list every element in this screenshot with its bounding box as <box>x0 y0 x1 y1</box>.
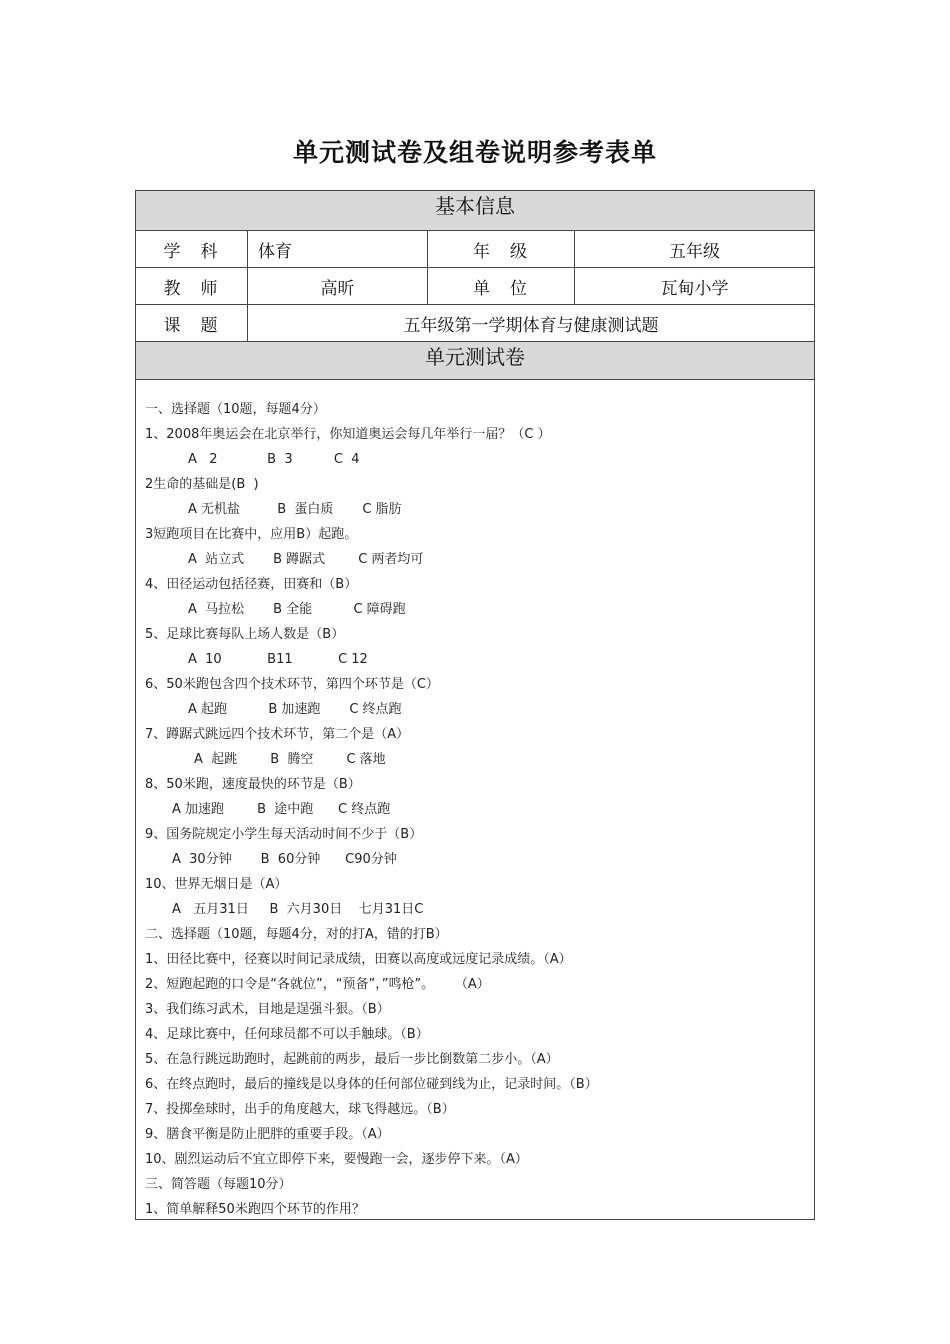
section-3-heading: 三、简答题（每题10分） <box>145 1177 292 1192</box>
info-row-subject <box>136 231 814 268</box>
statement: 2、短跑起跑的口令是“各就位”，“预备”，”鸣枪”。 （A） <box>145 977 490 992</box>
question: 9、国务院规定小学生每天活动时间不少于（B） <box>145 827 423 842</box>
answer-options: A 30分钟 B 60分钟 C90分钟 <box>172 852 397 867</box>
unit-label: 单位 <box>428 268 575 304</box>
question: 4、田径运动包括径赛，田赛和（B） <box>145 577 358 592</box>
statement: 4、足球比赛中，任何球员都不可以手触球。（B） <box>145 1027 429 1042</box>
statement: 1、田径比赛中，径赛以时间记录成绩，田赛以高度或远度记录成绩。（A） <box>145 952 572 967</box>
answer-options: A 站立式 B 蹲踞式 C 两者均可 <box>188 552 424 567</box>
grade-label: 年级 <box>428 231 575 267</box>
test-content <box>136 380 814 1219</box>
question: 6、50米跑包含四个技术环节，第四个环节是（C） <box>145 677 439 692</box>
subject-value: 体育 <box>248 231 428 267</box>
unit-value: 瓦甸小学 <box>660 278 729 299</box>
statement: 3、我们练习武术，目地是逞强斗狠。（B） <box>145 1002 390 1017</box>
section-2-heading: 二、选择题（10题，每题4分，对的打A，错的打B） <box>145 927 448 942</box>
question: 5、足球比赛每队上场人数是（B） <box>145 627 345 642</box>
answer-options: A 2 B 3 C 4 <box>188 452 360 467</box>
answer-options: A 马拉松 B 全能 C 障碍跑 <box>188 602 406 617</box>
answer-options: A 10 B11 C 12 <box>188 652 368 667</box>
grade-value: 五年级 <box>669 241 720 262</box>
info-row-teacher <box>136 268 814 305</box>
document-title: 单元测试卷及组卷说明参考表单 <box>292 138 657 167</box>
test-header: 单元测试卷 <box>136 342 814 380</box>
statement: 5、在急行跳远助跑时，起跳前的两步，最后一步比倒数第二步小。（A） <box>145 1052 559 1067</box>
question: 1、2008年奥运会在北京举行，你知道奥运会每几年举行一届？（C ） <box>145 427 551 442</box>
topic-value: 五年级第一学期体育与健康测试题 <box>403 315 659 336</box>
answer-options: A 五月31日 B 六月30日 七月31日C <box>172 902 424 917</box>
statement: 10、剧烈运动后不宜立即停下来，要慢跑一会，逐步停下来。（A） <box>145 1152 528 1167</box>
answer-options: A 无机盐 B 蛋白质 C 脂肪 <box>188 502 402 517</box>
question: 8、50米跑，速度最快的环节是（B） <box>145 777 361 792</box>
section-1-heading: 一、选择题（10题，每题4分） <box>145 402 326 417</box>
question: 7、蹲踞式跳远四个技术环节，第二个是（A） <box>145 727 410 742</box>
statement: 9、膳食平衡是防止肥胖的重要手段。（A） <box>145 1127 390 1142</box>
teacher-label: 教师 <box>136 268 248 304</box>
info-row-topic <box>136 305 814 342</box>
question: 3短跑项目在比赛中，应用B）起跑。 <box>145 527 358 542</box>
teacher-value: 高昕 <box>248 268 428 304</box>
topic-label: 课题 <box>136 305 248 341</box>
statement: 6、在终点跑时，最后的撞线是以身体的任何部位碰到线为止，记录时间。（B） <box>145 1077 598 1092</box>
question: 1、简单解释50米跑四个环节的作用？ <box>145 1202 365 1217</box>
basic-info-header: 基本信息 <box>136 191 814 231</box>
question: 2生命的基础是(B ) <box>145 477 259 492</box>
statement: 7、投掷垒球时，出手的角度越大，球飞得越远。（B） <box>145 1102 455 1117</box>
answer-options: A 起跳 B 腾空 C 落地 <box>194 752 386 767</box>
answer-options: A 加速跑 B 途中跑 C 终点跑 <box>172 802 391 817</box>
subject-label: 学科 <box>136 231 248 267</box>
question: 10、世界无烟日是（A） <box>145 877 288 892</box>
answer-options: A 起跑 B 加速跑 C 终点跑 <box>188 702 402 717</box>
form-table <box>135 190 815 1220</box>
